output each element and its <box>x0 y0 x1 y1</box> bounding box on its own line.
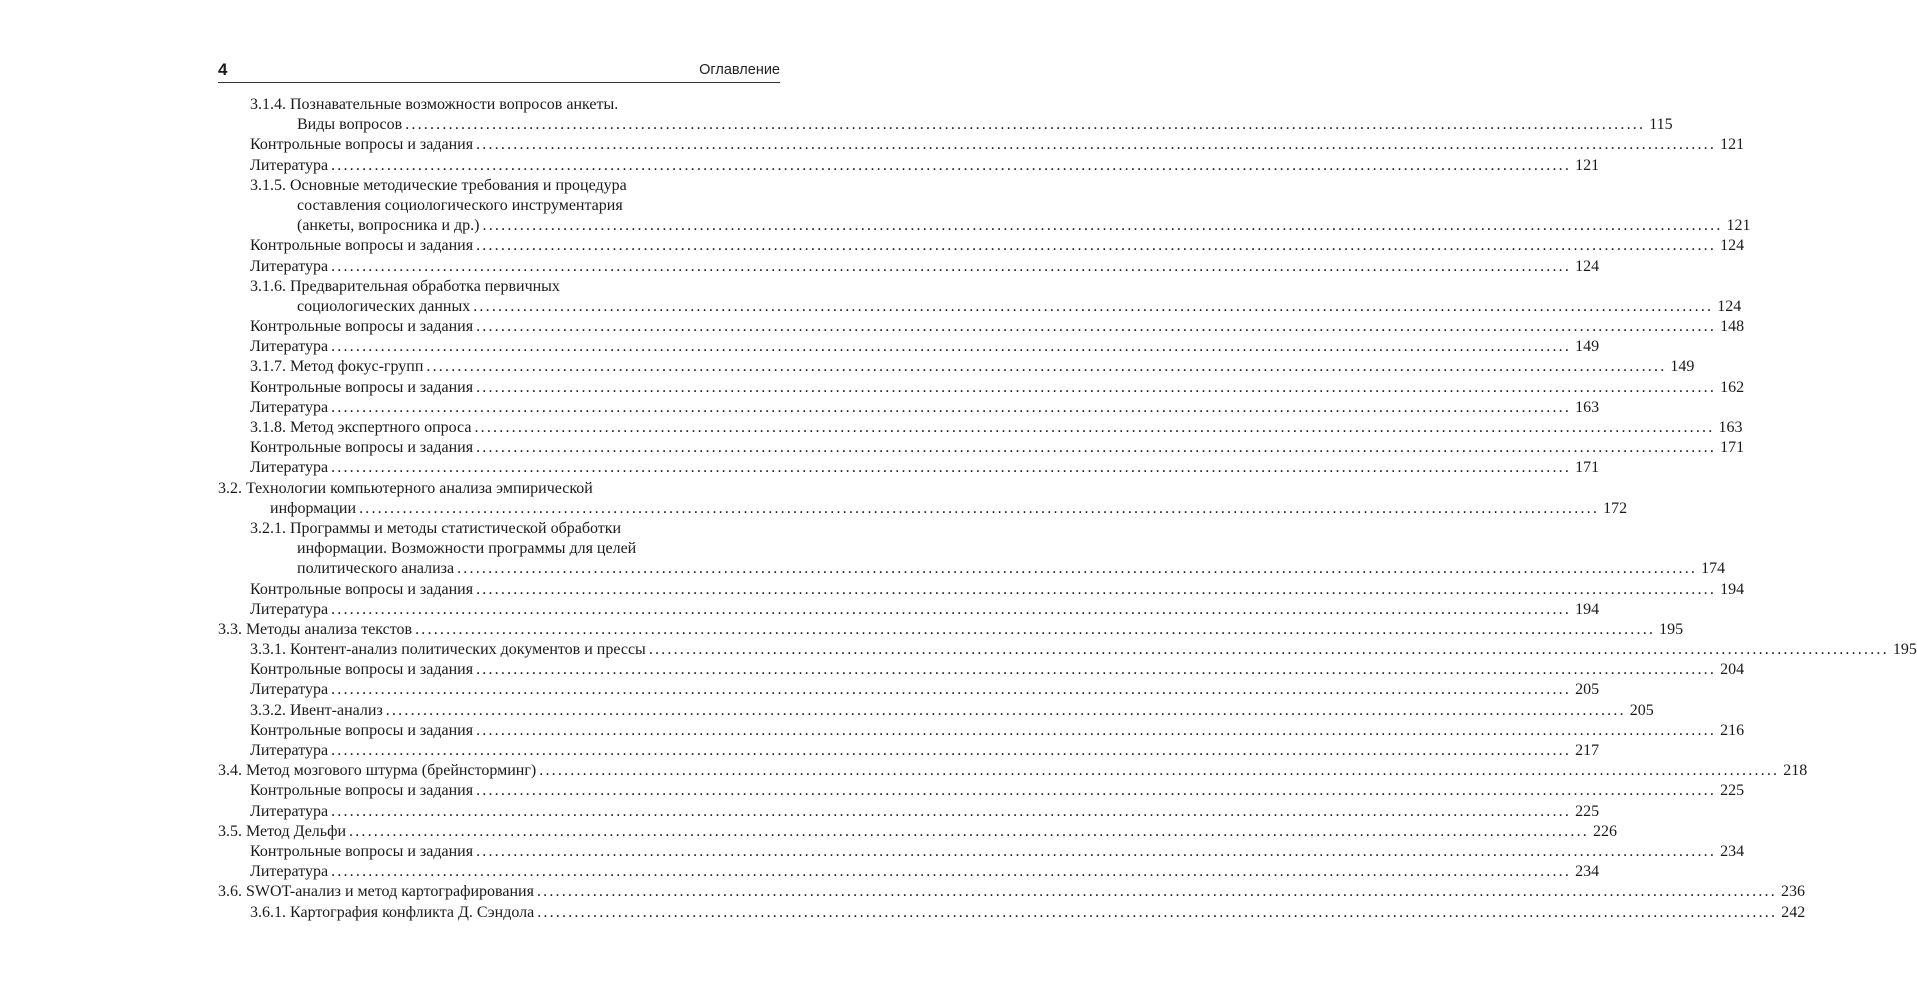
dot-leader: ........................................................................................................................................................................................................ <box>331 338 1572 356</box>
toc-entry[interactable] <box>218 135 1745 155</box>
toc-line <box>218 479 778 499</box>
toc-entry-title: социологических данных <box>297 297 471 315</box>
toc-page-number: 218 <box>1783 762 1808 780</box>
toc-line <box>218 398 1600 418</box>
toc-line <box>218 176 778 196</box>
toc-entry[interactable] <box>218 357 1695 377</box>
toc-line <box>218 741 1600 761</box>
toc-entry-title: 3.2.1. Программы и методы статистической обработки <box>250 519 622 537</box>
toc-entry[interactable] <box>218 600 1600 620</box>
toc-entry[interactable] <box>218 580 1745 600</box>
running-header <box>218 58 780 83</box>
toc-entry[interactable] <box>218 418 1743 438</box>
toc-page-number: 163 <box>1718 419 1743 436</box>
toc-page-number: 121 <box>1575 156 1600 174</box>
dot-leader: ........................................................................................................................................................................................................ <box>331 681 1572 699</box>
toc-entry[interactable] <box>218 519 1726 580</box>
toc-line <box>218 297 1742 317</box>
toc-entry[interactable] <box>218 156 1600 176</box>
toc-entry[interactable] <box>218 458 1600 478</box>
toc-entry-title: Литература <box>250 681 329 699</box>
dot-leader: ........................................................................................................................................................................................................ <box>331 156 1572 174</box>
toc-line <box>218 196 778 216</box>
dot-leader: ........................................................................................................................................................................................................ <box>476 237 1717 255</box>
toc-entry-title: 3.3.1. Контент-анализ политических документов и прессы <box>250 641 646 659</box>
toc-entry-title: политического анализа <box>297 560 455 578</box>
page-number: 4 <box>218 60 228 79</box>
toc-page-number: 205 <box>1629 701 1654 719</box>
toc-entry-title: 3.1.6. Предварительная обработка первичных <box>250 277 560 295</box>
toc-line <box>218 378 1745 398</box>
dot-leader: ........................................................................................................................................................................................................ <box>482 217 1723 235</box>
toc-page-number: 121 <box>1726 217 1751 235</box>
toc-line <box>218 95 778 115</box>
toc-page-number: 195 <box>1659 620 1684 638</box>
toc-entry-title: Литература <box>250 742 329 759</box>
toc-entry[interactable] <box>218 903 1806 923</box>
dot-leader: ........................................................................................................................................................................................................ <box>473 297 1714 315</box>
toc-page-number: 226 <box>1593 822 1617 840</box>
toc-page-number: 124 <box>1720 237 1745 255</box>
toc-entry[interactable] <box>218 862 1600 882</box>
toc-line <box>218 135 1745 155</box>
toc-line <box>218 418 1743 438</box>
toc-entry-title: информации. Возможности программы для целей <box>297 540 637 558</box>
toc-entry-title: Литература <box>250 459 329 477</box>
toc-entry[interactable] <box>218 822 1617 842</box>
toc-page-number: 225 <box>1720 782 1745 800</box>
toc-entry[interactable] <box>218 317 1745 337</box>
toc-entry-title: Контрольные вопросы и задания <box>250 661 474 679</box>
toc-line <box>218 842 1745 862</box>
toc-line <box>218 862 1600 882</box>
toc-page-number: 124 <box>1717 297 1742 315</box>
toc-page-number: 234 <box>1720 842 1745 860</box>
toc-entry[interactable] <box>218 721 1745 741</box>
toc-entry[interactable] <box>218 640 1917 660</box>
toc-entry-title: Контрольные вопросы и задания <box>250 580 474 598</box>
dot-leader: ........................................................................................................................................................................................................ <box>476 842 1717 860</box>
toc-page-number: 234 <box>1575 863 1600 881</box>
toc-line <box>218 257 1600 277</box>
toc-entry-title: Литература <box>250 156 329 174</box>
toc-line <box>218 115 1673 135</box>
dot-leader: ........................................................................................................................................................................................................ <box>476 580 1717 598</box>
dot-leader: ........................................................................................................................................................................................................ <box>476 439 1717 457</box>
toc-page-number: 162 <box>1720 378 1745 396</box>
toc-entry-title: Контрольные вопросы и задания <box>250 439 474 457</box>
toc-page-number: 216 <box>1720 721 1745 739</box>
toc-page-number: 194 <box>1720 580 1745 598</box>
dot-leader: ........................................................................................................................................................................................................ <box>536 883 1777 901</box>
dot-leader: ........................................................................................................................................................................................................ <box>539 762 1780 780</box>
toc-line <box>218 620 1684 640</box>
toc-entry[interactable] <box>218 882 1805 902</box>
toc-line <box>218 882 1805 902</box>
toc-entry-title: составления социологического инструментария <box>297 196 623 214</box>
toc-line <box>218 317 1745 337</box>
toc-entry-title: Виды вопросов <box>297 116 403 134</box>
toc-entry-title: 3.6.1. Картография конфликта Д. Сэндола <box>250 903 535 921</box>
toc-line <box>218 680 1600 700</box>
dot-leader: ........................................................................................................................................................................................................ <box>331 257 1572 275</box>
toc-page-number: 205 <box>1575 681 1600 699</box>
toc-page-number: 242 <box>1781 903 1806 921</box>
dot-leader: ........................................................................................................................................................................................................ <box>385 701 1626 719</box>
toc-entry[interactable] <box>218 398 1600 418</box>
toc-page-number: 121 <box>1720 136 1745 154</box>
toc-line <box>218 236 1745 256</box>
toc-entry-title: 3.3. Методы анализа текстов <box>218 620 413 638</box>
toc-page-number: 172 <box>1603 499 1628 517</box>
toc-entry[interactable] <box>218 236 1745 256</box>
toc-page-number: 115 <box>1649 116 1673 134</box>
toc-page-number: 174 <box>1701 560 1726 578</box>
dot-leader: ........................................................................................................................................................................................................ <box>476 318 1717 336</box>
toc-entry-title: Контрольные вопросы и задания <box>250 378 474 396</box>
toc-entry-title: 3.1.4. Познавательные возможности вопросов анкеты. <box>250 96 619 113</box>
toc-line <box>218 781 1745 801</box>
dot-leader: ........................................................................................................................................................................................................ <box>648 641 1889 659</box>
toc-entry[interactable] <box>218 277 1742 317</box>
toc-entry-title: Литература <box>250 398 329 416</box>
toc-entry[interactable] <box>218 741 1600 761</box>
toc-entry-title: 3.2. Технологии компьютерного анализа эмпирической <box>218 479 593 497</box>
dot-leader: ........................................................................................................................................................................................................ <box>415 620 1656 638</box>
dot-leader: ........................................................................................................................................................................................................ <box>474 419 1715 436</box>
toc-entry-title: Литература <box>250 863 329 881</box>
toc-line <box>218 458 1600 478</box>
toc-entry-title: 3.1.5. Основные методические требования и процедура <box>250 176 627 194</box>
toc-page-number: 195 <box>1892 641 1917 659</box>
dot-leader: ........................................................................................................................................................................................................ <box>476 782 1717 800</box>
toc-entry[interactable] <box>218 680 1600 700</box>
toc-entry[interactable] <box>218 176 1751 237</box>
toc-entry-title: Литература <box>250 338 329 356</box>
toc-line <box>218 600 1600 620</box>
toc-entry[interactable] <box>218 337 1600 357</box>
toc-line <box>218 559 1726 579</box>
toc-entry-title: Контрольные вопросы и задания <box>250 782 474 800</box>
dot-leader: ........................................................................................................................................................................................................ <box>476 661 1717 679</box>
dot-leader: ........................................................................................................................................................................................................ <box>331 742 1572 759</box>
toc-page-number: 194 <box>1575 600 1600 618</box>
toc-entry-title: 3.6. SWOT-анализ и метод картографирования <box>218 883 534 901</box>
toc-entry[interactable] <box>218 701 1654 721</box>
toc-line <box>218 438 1745 458</box>
toc-entry-title: информации <box>270 499 357 517</box>
toc-line <box>218 701 1654 721</box>
dot-leader: ........................................................................................................................................................................................................ <box>457 560 1698 578</box>
toc-page-number: 204 <box>1720 661 1745 679</box>
toc-entry-title: Контрольные вопросы и задания <box>250 842 474 860</box>
dot-leader: ........................................................................................................................................................................................................ <box>476 721 1717 739</box>
toc-entry[interactable] <box>218 620 1684 640</box>
toc-entry-title: Контрольные вопросы и задания <box>250 721 474 739</box>
dot-leader: ........................................................................................................................................................................................................ <box>331 459 1572 477</box>
dot-leader: ........................................................................................................................................................................................................ <box>331 863 1572 881</box>
toc-line <box>218 721 1745 741</box>
dot-leader: ........................................................................................................................................................................................................ <box>476 136 1717 154</box>
dot-leader: ........................................................................................................................................................................................................ <box>426 358 1667 376</box>
toc-page-number: 171 <box>1575 459 1600 477</box>
toc-page-number: 163 <box>1575 398 1600 416</box>
toc-entry[interactable] <box>218 479 1628 519</box>
toc-line <box>218 519 778 539</box>
toc-entry-title: 3.1.8. Метод экспертного опроса <box>250 419 472 436</box>
dot-leader: ........................................................................................................................................................................................................ <box>349 822 1589 840</box>
toc-entry[interactable] <box>218 842 1745 862</box>
toc-page-number: 124 <box>1575 257 1600 275</box>
toc-entry-title: Контрольные вопросы и задания <box>250 136 474 154</box>
toc-entry[interactable] <box>218 660 1745 680</box>
table-of-contents <box>218 95 1917 923</box>
toc-page-number: 171 <box>1720 439 1745 457</box>
toc-line <box>218 357 1695 377</box>
toc-entry-title: Литература <box>250 600 329 618</box>
toc-entry[interactable] <box>218 761 1808 781</box>
toc-line <box>218 660 1745 680</box>
toc-line <box>218 802 1600 822</box>
toc-page-number: 236 <box>1780 883 1805 901</box>
toc-page-number: 217 <box>1575 742 1600 759</box>
toc-entry-title: 3.4. Метод мозгового штурма (брейнсторминг) <box>218 762 537 780</box>
toc-line <box>218 277 778 297</box>
toc-line <box>218 216 1751 236</box>
toc-entry[interactable] <box>218 378 1745 398</box>
toc-entry-title: 3.5. Метод Дельфи <box>218 822 346 840</box>
toc-entry-title: Литература <box>250 802 329 820</box>
toc-line <box>218 337 1600 357</box>
toc-line <box>218 499 1628 519</box>
toc-entry-title: Контрольные вопросы и задания <box>250 318 474 336</box>
toc-line <box>218 539 778 559</box>
dot-leader: ........................................................................................................................................................................................................ <box>331 802 1572 820</box>
toc-entry[interactable] <box>218 802 1600 822</box>
toc-entry[interactable] <box>218 257 1600 277</box>
dot-leader: ........................................................................................................................................................................................................ <box>331 600 1572 618</box>
toc-line <box>218 903 1806 923</box>
dot-leader: ........................................................................................................................................................................................................ <box>405 116 1646 134</box>
toc-page-number: 148 <box>1720 318 1745 336</box>
toc-page-number: 225 <box>1575 802 1600 820</box>
toc-entry[interactable] <box>218 438 1745 458</box>
dot-leader: ........................................................................................................................................................................................................ <box>359 499 1600 517</box>
toc-entry-title: (анкеты, вопросника и др.) <box>297 217 480 235</box>
toc-entry-title: Контрольные вопросы и задания <box>250 237 474 255</box>
dot-leader: ........................................................................................................................................................................................................ <box>537 903 1778 921</box>
dot-leader: ........................................................................................................................................................................................................ <box>331 398 1572 416</box>
toc-line <box>218 640 1917 660</box>
toc-page-number: 149 <box>1670 358 1695 376</box>
toc-entry-title: 3.3.2. Ивент-анализ <box>250 701 383 719</box>
toc-line <box>218 580 1745 600</box>
toc-entry[interactable] <box>218 95 1673 135</box>
toc-entry-title: Литература <box>250 257 329 275</box>
dot-leader: ........................................................................................................................................................................................................ <box>476 378 1717 396</box>
toc-line <box>218 822 1617 842</box>
toc-line <box>218 761 1808 781</box>
toc-entry[interactable] <box>218 781 1745 801</box>
toc-entry-title: 3.1.7. Метод фокус-групп <box>250 358 424 376</box>
running-title: Оглавление <box>699 62 780 78</box>
toc-page-number: 149 <box>1575 338 1600 356</box>
toc-line <box>218 156 1600 176</box>
